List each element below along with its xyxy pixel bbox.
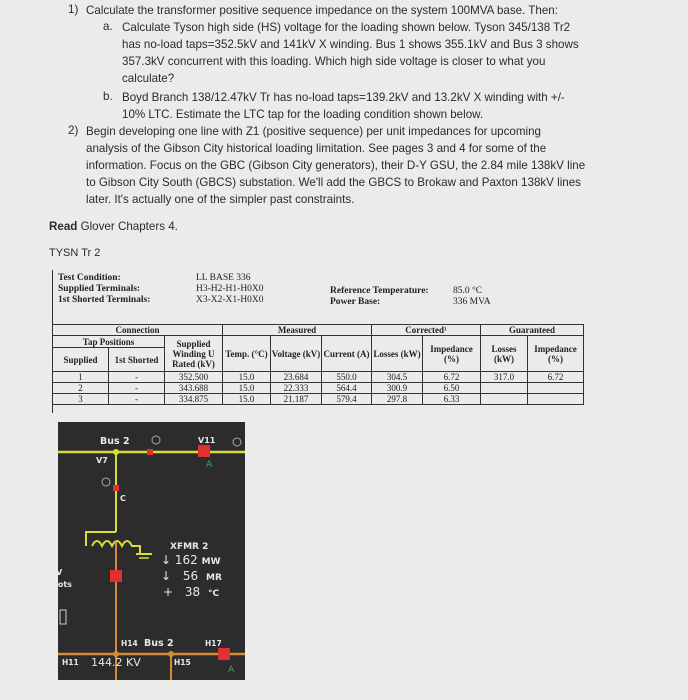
table-cell: 15.0 <box>223 372 271 383</box>
table-cell: 579.4 <box>322 394 372 405</box>
q1a-line: Calculate Tyson high side (HS) voltage for the loading shown below. Tyson 345/138 Tr2 <box>122 21 571 34</box>
v7-label: V7 <box>96 456 108 465</box>
col-header: Supplied Winding U Rated (kV) <box>165 336 223 372</box>
h17-label: H17 <box>205 639 222 648</box>
table-cell: 2 <box>53 383 109 394</box>
q1b-letter: b. <box>103 90 113 103</box>
table-cell: 3 <box>53 394 109 405</box>
table-cell: 304.5 <box>372 372 423 383</box>
table-cell: 6.33 <box>423 394 481 405</box>
q1a-line: 357.3kV concurrent with this loading. Which high side voltage is closer to what you <box>122 55 546 68</box>
temp-value: 38 <box>184 585 201 599</box>
v11-label: V11 <box>198 436 216 445</box>
q2-line: information. Focus on the GBC (Gibson City generators), their D-Y GSU, the 2.84 mile 138kV line <box>86 159 586 172</box>
q1a-line: has no-load taps=352.5kV and 141kV X winding. Bus 1 shows 355.1kV and Bus 3 shows <box>122 38 579 51</box>
bus-voltage-readout: 144.2 KV <box>91 656 141 669</box>
table-cell: 550.0 <box>322 372 372 383</box>
motor-icon <box>233 438 241 446</box>
left-v-label: V <box>56 568 63 577</box>
col-header: Current (A) <box>322 336 372 372</box>
bus-bottom-label: Bus 2 <box>144 638 174 649</box>
q2-line: later. It's actually one of the simpler past constraints. <box>86 193 355 206</box>
q2-line: analysis of the Gibson City historical loading limitation. See pages 3 and 4 for some of the <box>86 142 547 155</box>
ref-temp-value: 85.0 °C <box>453 286 483 296</box>
q2-line: Begin developing one line with Z1 (positive sequence) per unit impedances for upcoming <box>86 125 542 138</box>
q2-number: 2) <box>68 124 79 137</box>
ref-temp-label: Reference Temperature: <box>330 286 429 296</box>
q1-text: Calculate the transformer positive sequence impedance on the system 100MVA base. Then: <box>86 4 558 17</box>
table-row <box>53 372 584 383</box>
mr-value: 56 <box>182 569 199 583</box>
section-title: TYSN Tr 2 <box>49 247 101 259</box>
power-base-label: Power Base: <box>330 297 381 307</box>
read-label: Read <box>49 220 78 233</box>
test-condition-value: LL BASE 336 <box>196 273 251 283</box>
col-header: Impedance (%) <box>423 336 481 372</box>
shorted-terminals-value: X3-X2-X1-H0X0 <box>196 295 264 305</box>
group-corrected: Corrected¹ <box>372 325 481 336</box>
col-header: Supplied <box>53 348 109 372</box>
q1a-letter: a. <box>103 20 113 33</box>
group-connection: Connection <box>53 325 223 336</box>
breaker-v11[interactable] <box>198 445 210 457</box>
pots-icon <box>60 610 66 624</box>
table-cell <box>528 383 584 394</box>
table-cell: 1 <box>53 372 109 383</box>
table-cell: 6.50 <box>423 383 481 394</box>
group-measured: Measured <box>223 325 372 336</box>
xfmr-label: XFMR 2 <box>170 542 209 552</box>
test-results-table <box>52 324 584 405</box>
table-cell <box>481 394 528 405</box>
q1b-line: Boyd Branch 138/12.47kV Tr has no-load taps=139.2kV and 13.2kV X winding with +/- <box>122 91 565 104</box>
table-cell: - <box>109 383 165 394</box>
mw-unit: MW <box>201 557 221 567</box>
motor-icon <box>102 478 110 486</box>
c-label: C <box>120 494 126 503</box>
read-text: Glover Chapters 4. <box>77 220 178 233</box>
supplied-terminals-value: H3-H2-H1-H0X0 <box>196 284 264 294</box>
table-cell: 23.684 <box>271 372 322 383</box>
temp-row: + 38 °C <box>163 585 220 599</box>
breaker-h17[interactable] <box>218 648 230 660</box>
table-cell: 15.0 <box>223 383 271 394</box>
h15-label: H15 <box>174 658 191 667</box>
col-header: 1st Shorted <box>109 348 165 372</box>
scada-one-line-diagram <box>52 422 245 680</box>
table-cell: 22.333 <box>271 383 322 394</box>
q1-number: 1) <box>68 3 79 16</box>
temp-unit: °C <box>207 589 220 599</box>
mw-row: ↓ 162 MW <box>161 553 221 567</box>
mr-row: ↓ 56 MR <box>161 569 222 583</box>
pots-label: Pots <box>52 580 72 589</box>
breaker <box>147 449 153 455</box>
table-cell: 317.0 <box>481 372 528 383</box>
reading-assignment <box>49 219 178 235</box>
motor-icon <box>152 436 160 444</box>
table-cell: 343.688 <box>165 383 223 394</box>
table-cell: 352.500 <box>165 372 223 383</box>
mw-value: 162 <box>174 553 198 567</box>
col-header: Losses (kW) <box>372 336 423 372</box>
col-header: Impedance (%) <box>528 336 584 372</box>
table-cell: 21.187 <box>271 394 322 405</box>
table-cell: 334.875 <box>165 394 223 405</box>
q2-line: to Gibson City South (GBCS) substation. We'll add the GBCS to Brokaw and Paxton 138kV lines <box>86 176 581 189</box>
table-cell: 6.72 <box>528 372 584 383</box>
col-header: Voltage (kV) <box>271 336 322 372</box>
status-a-bottom: A <box>228 665 235 675</box>
table-cell: 15.0 <box>223 394 271 405</box>
bus-top-label: Bus 2 <box>100 436 130 447</box>
col-header: Losses (kW) <box>481 336 528 372</box>
breaker <box>113 485 119 491</box>
table-cell <box>481 383 528 394</box>
table-row <box>53 383 584 394</box>
status-a-top: A <box>206 460 213 470</box>
mr-unit: MR <box>205 573 222 583</box>
table-cell: 6.72 <box>423 372 481 383</box>
h11-label: H11 <box>62 658 79 667</box>
table-cell: 564.4 <box>322 383 372 394</box>
tap-positions-header: Tap Positions <box>53 336 165 348</box>
shorted-terminals-label: 1st Shorted Terminals: <box>58 295 151 305</box>
table-row <box>53 394 584 405</box>
group-guaranteed: Guaranteed <box>481 325 584 336</box>
power-base-value: 336 MVA <box>453 297 491 307</box>
table-cell <box>528 394 584 405</box>
q1a-line: calculate? <box>122 72 175 85</box>
supplied-terminals-label: Supplied Terminals: <box>58 284 141 294</box>
q1b-line: 10% LTC. Estimate the LTC tap for the loading condition shown below. <box>122 108 484 121</box>
table-cell: - <box>109 394 165 405</box>
breaker-hv[interactable] <box>110 570 122 582</box>
test-condition-label: Test Condition: <box>58 273 121 283</box>
table-cell: - <box>109 372 165 383</box>
table-cell: 300.9 <box>372 383 423 394</box>
table-cell: 297.8 <box>372 394 423 405</box>
col-header: Temp. (°C) <box>223 336 271 372</box>
h14-label: H14 <box>121 639 138 648</box>
